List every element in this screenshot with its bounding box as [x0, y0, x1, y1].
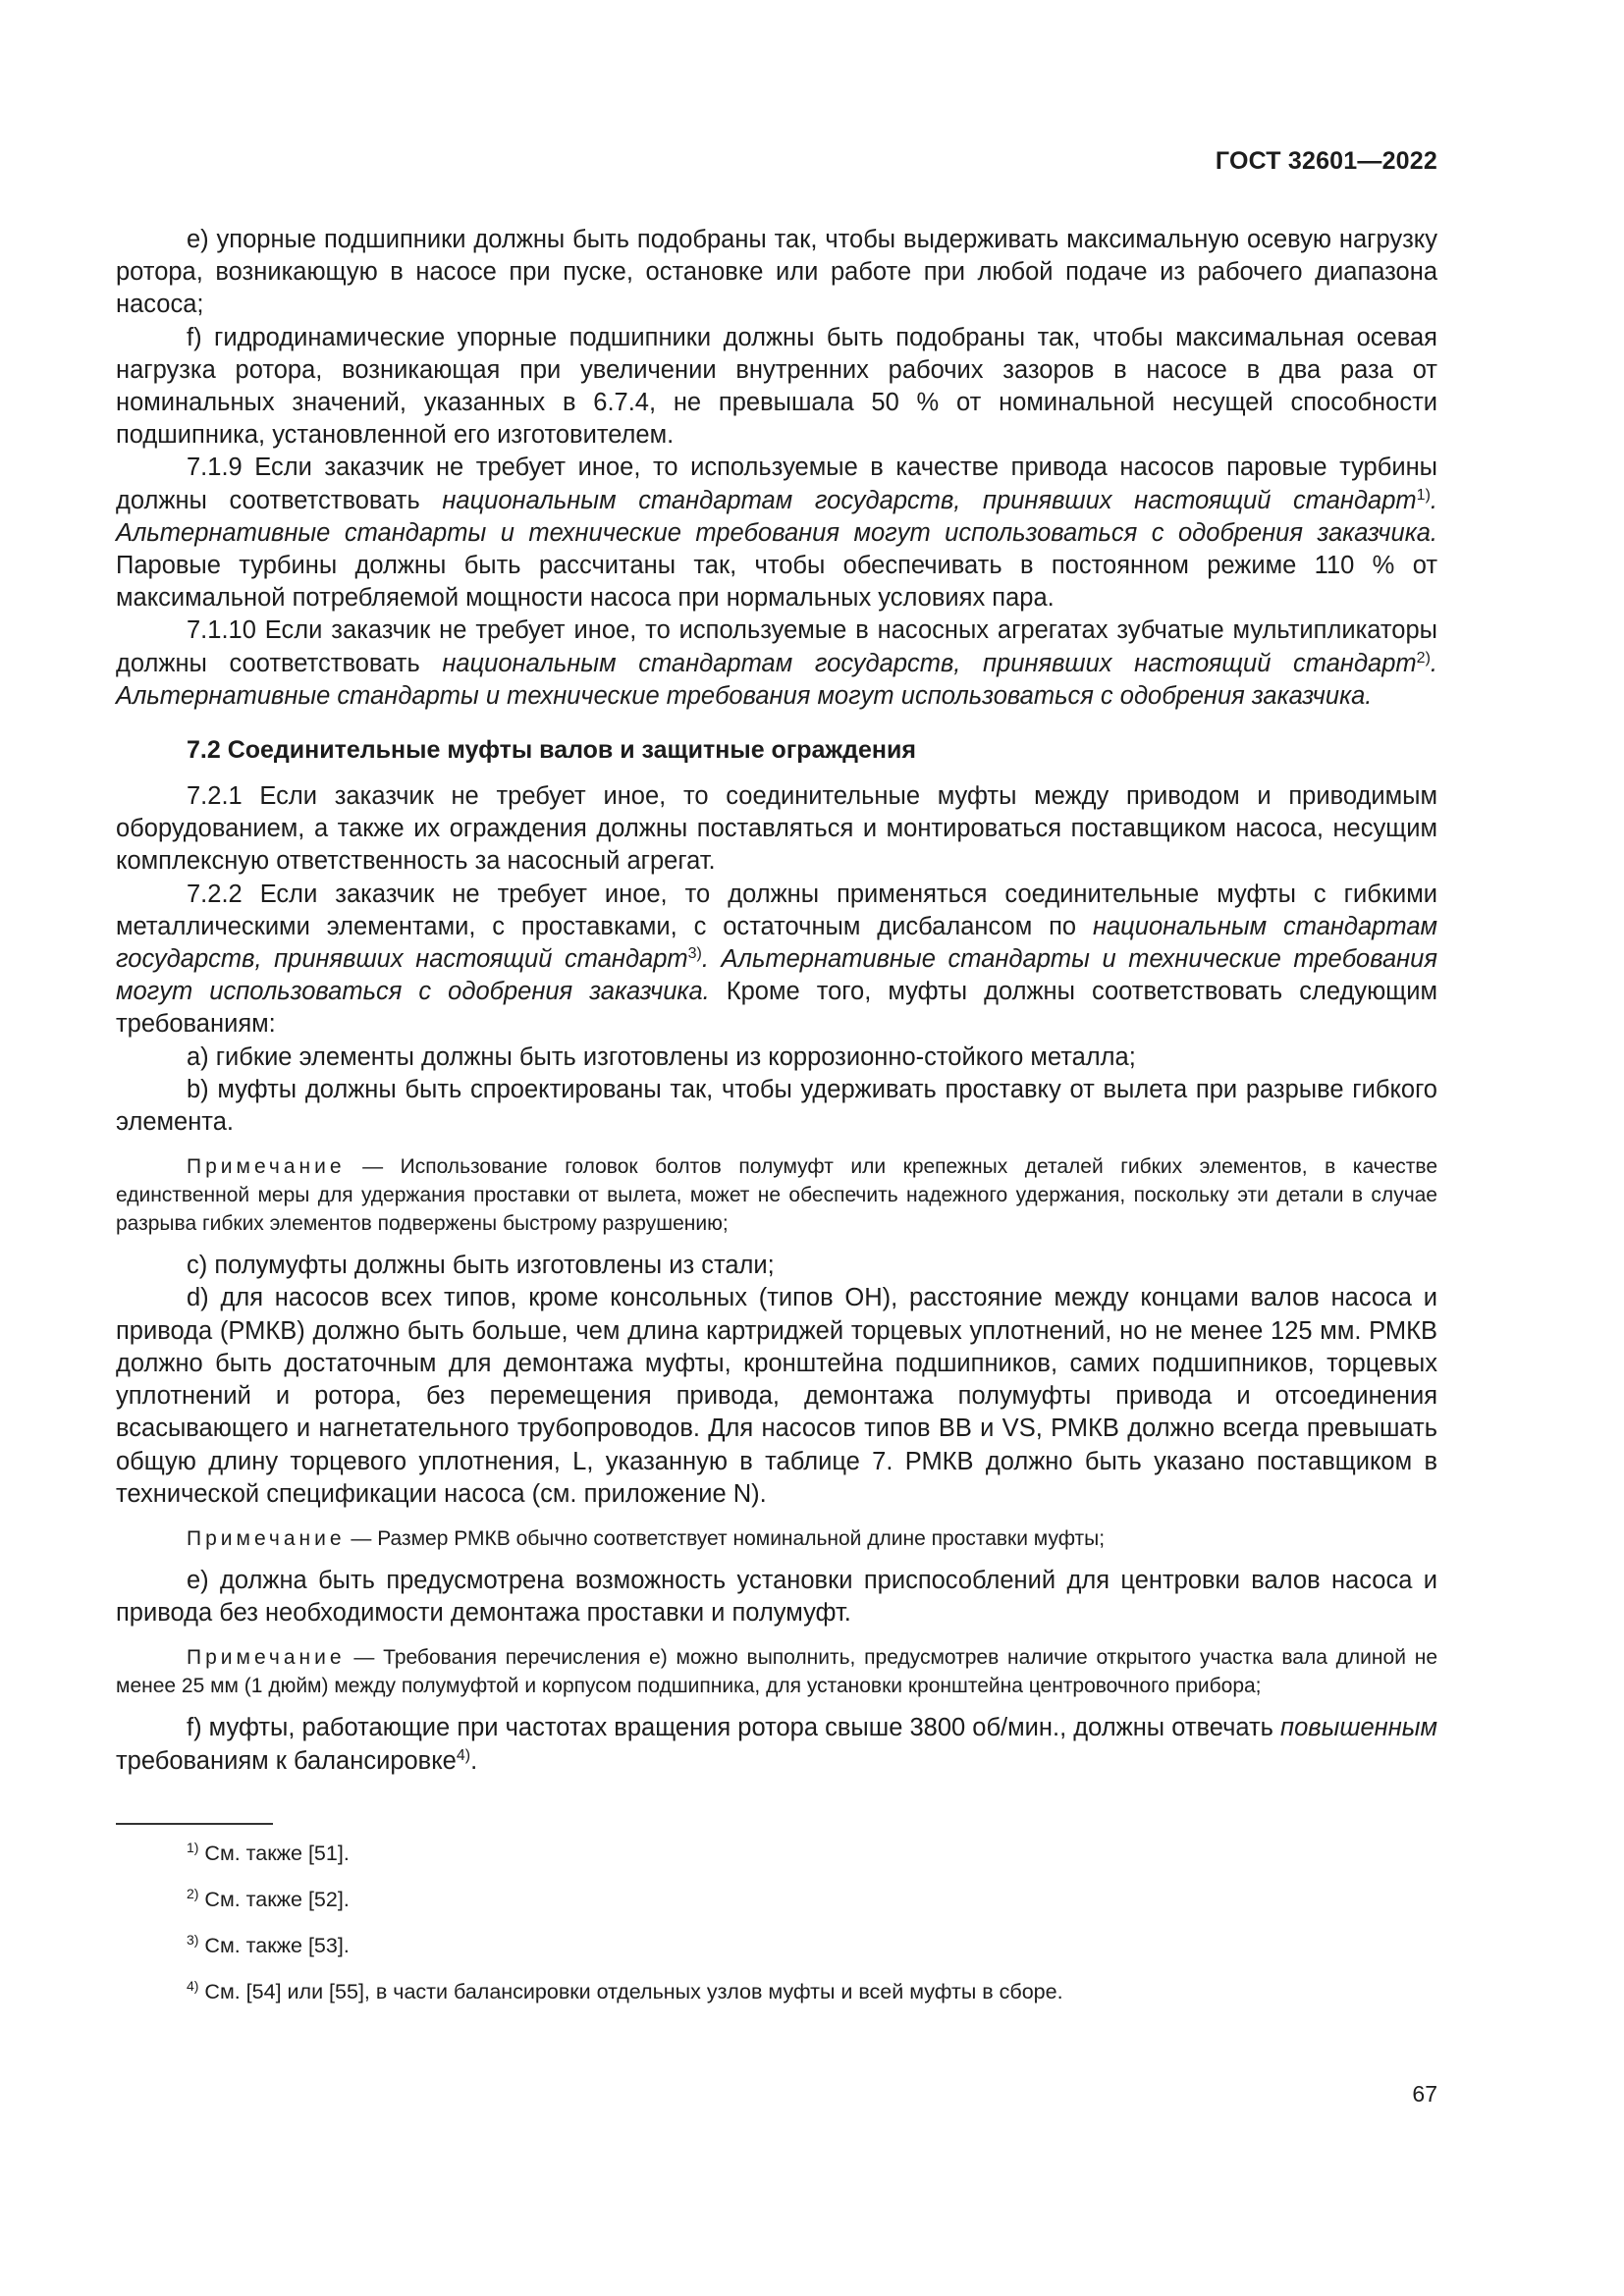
note-label: Примечание [187, 1646, 346, 1670]
footnote-ref-4: 4) [456, 1746, 471, 1764]
list-item-e: e) должна быть предусмотрена возможность установки приспособлений для центровки валов насоса и привода без необходимости демонтажа проставки и полумуфт. [116, 1566, 1437, 1628]
text-run: . [470, 1746, 478, 1775]
list-item-c: c) полумуфты должны быть изготовлены из стали; [187, 1252, 775, 1280]
italic-text: национальным стандартам государств, принявших настоящий стандарт [442, 486, 1417, 514]
footnote-text: См. [54] или [55], в части балансировки отдельных узлов муфты и всей муфты в сборе. [198, 1979, 1063, 2003]
italic-text: . Альтернативные стандарты и технические требования могут использоваться с одобрения заказчика. [116, 649, 1437, 710]
paragraph-7-2-1: 7.2.1 Если заказчик не требует иное, то соединительные муфты между приводом и приводимым оборудованием, а также их ограждения должны поставляться и монтироваться поставщиком насоса, несущим комплексную ответственность за насосный агрегат. [116, 782, 1437, 876]
text-run: 7.1.10 Если заказчик не требует иное, то используемые в насосных агрегатах зубчатые мультипликаторы должны соответствовать [116, 616, 1437, 677]
footnote-divider [116, 1823, 273, 1825]
italic-text: . Альтернативные стандарты и технические требования могут использоваться с одобрения заказчика. [116, 486, 1437, 547]
note-label: Примечание [187, 1526, 346, 1550]
note-text: — Использование головок болтов полумуфт или крепежных деталей гибких элементов, в качестве единственной меры для удержания проставки от вылета, может не обеспечить надежного удержания, поскольку эти детали в случае разрыва гибких элементов подвержены быстрому разрушению; [116, 1155, 1437, 1236]
paragraph-7-1-9 [116, 452, 1437, 614]
footnotes [116, 1841, 1437, 2004]
italic-text: . Альтернативные стандарты и технические требования могут использоваться с одобрения заказчика. [116, 945, 1437, 1006]
footnote-mark: 4) [187, 1977, 199, 1994]
page-number: 67 [1412, 2081, 1437, 2107]
note-text: — Требования перечисления е) можно выполнить, предусмотрев наличие открытого участка вала длиной не менее 25 мм (1 дюйм) между полумуфтой и корпусом подшипника, для установки кронштейна центровочного прибора; [116, 1646, 1437, 1698]
document-code-header: ГОСТ 32601—2022 [1215, 147, 1437, 175]
text-run: 7.1.9 Если заказчик не требует иное, то используемые в качестве привода насосов паровые турбины должны соответствовать [116, 454, 1437, 514]
footnote-1 [116, 1841, 1437, 1866]
text-run: Паровые турбины должны быть рассчитаны так, чтобы обеспечивать в постоянном режиме 110 % от максимальной потребляемой мощности насоса при нормальных условиях пара. [116, 552, 1437, 613]
footnote-text: См. также [53]. [198, 1933, 350, 1957]
footnote-3 [116, 1933, 1437, 1958]
section-title-7-2: 7.2 Соединительные муфты валов и защитные ограждения [187, 736, 916, 765]
note-2 [116, 1524, 1437, 1553]
paragraph-7-1-10 [116, 614, 1437, 713]
list-item-d: d) для насосов всех типов, кроме консольных (типов ОН), расстояние между концами валов насоса и привода (РМКВ) должно быть больше, чем длина картриджей торцевых уплотнений, но не менее 125 мм. РМКВ должно быть достаточным для демонтажа муфты, кронштейна подшипников, самих подшипников, торцевых уплотнений и ротора, без перемещения привода, демонтажа полумуфты привода и отсоединения всасывающего и нагнетательного трубопроводов. Для насосов типов ВВ и VS, РМКВ должно всегда превышать общую длину торцевого уплотнения, L, указанную в таблице 7. РМКВ должно быть указано поставщиком в технической спецификации насоса (см. приложение N). [116, 1284, 1437, 1508]
list-item-a: a) гибкие элементы должны быть изготовлены из коррозионно-стойкого металла; [187, 1042, 1136, 1071]
footnote-ref-2: 2) [1416, 649, 1431, 667]
text-run: Кроме того, муфты должны соответствовать следующим требованиям: [116, 978, 1437, 1039]
text-run: f) муфты, работающие при частотах вращения ротора свыше 3800 об/мин., должны отвечать [187, 1714, 1281, 1742]
note-3 [116, 1643, 1437, 1700]
italic-text: национальным стандартам государств, принявших настоящий стандарт [442, 649, 1417, 677]
note-text: — Размер РМКВ обычно соответствует номинальной длине проставки муфты; [345, 1526, 1106, 1550]
note-label: Примечание [187, 1155, 346, 1179]
document-body [116, 224, 1437, 2025]
footnote-mark: 1) [187, 1839, 199, 1855]
italic-text: национальным стандартам государств, принявших настоящий стандарт [116, 912, 1437, 974]
paragraph-f-hydrodynamic-bearings: f) гидродинамические упорные подшипники должны быть подобраны так, чтобы максимальная осевая нагрузка ротора, возникающая при увеличении внутренних рабочих зазоров в насосе в два раза от номинальных значений, указанных в 6.7.4, не превышала 50 % от номинальной несущей способности подшипника, установленной его изготовителем. [116, 323, 1437, 450]
note-1 [116, 1152, 1437, 1238]
footnote-text: См. также [51]. [198, 1841, 350, 1865]
footnote-ref-1: 1) [1416, 486, 1431, 504]
footnote-mark: 3) [187, 1931, 199, 1948]
footnote-4 [116, 1979, 1437, 2004]
paragraph-e-thrust-bearings: e) упорные подшипники должны быть подобраны так, чтобы выдерживать максимальную осевую нагрузку ротора, возникающую в насосе при пуске, остановке или работе при любой подаче из рабочего диапазона насоса; [116, 226, 1437, 319]
footnote-mark: 2) [187, 1885, 199, 1901]
footnote-ref-3: 3) [687, 945, 702, 963]
text-run: 7.2.2 Если заказчик не требует иное, то должны применяться соединительные муфты с гибкими металлическими элементами, с проставками, с остаточным дисбалансом по [116, 880, 1437, 940]
footnote-text: См. также [52]. [198, 1887, 350, 1911]
list-item-f [116, 1712, 1437, 1777]
paragraph-7-2-2 [116, 879, 1437, 1041]
footnote-2 [116, 1887, 1437, 1912]
text-run: требованиям к балансировке [116, 1746, 457, 1775]
italic-text: повышенным [1280, 1714, 1437, 1742]
list-item-b: b) муфты должны быть спроектированы так, чтобы удерживать проставку от вылета при разрыве гибкого элемента. [116, 1075, 1437, 1137]
